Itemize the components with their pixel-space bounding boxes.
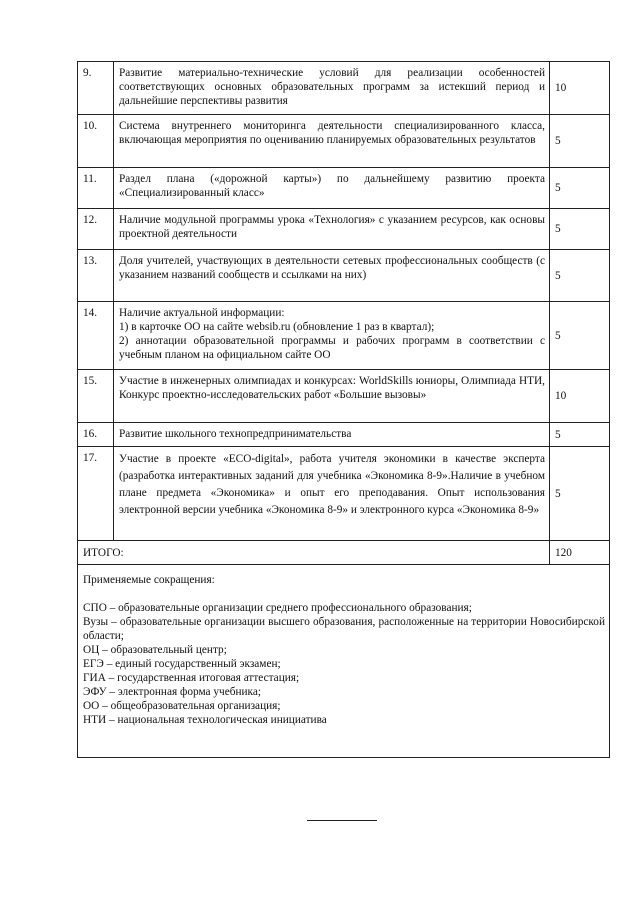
table-row [78, 115, 610, 168]
row-points: 5 [550, 302, 610, 370]
closing-divider [307, 820, 377, 821]
row-description: Развитие материально-технические условий для реализации особенностей соответствующих основных образовательных программ за истекший период и дальнейшие перспективы развития [114, 62, 550, 115]
abbreviation-item: ОО – общеобразовательная организация; [83, 700, 281, 712]
abbreviation-item: НТИ – национальная технологическая инициатива [83, 714, 327, 726]
row-points: 5 [550, 423, 610, 447]
row-number: 14. [78, 302, 114, 370]
abbreviation-item: ОЦ – образовательный центр; [83, 644, 227, 656]
row-points: 5 [550, 168, 610, 209]
row-description: Раздел плана («дорожной карты») по дальнейшему развитию проекта «Специализированный класс» [114, 168, 550, 209]
row-points: 5 [550, 447, 610, 541]
row-number: 12. [78, 209, 114, 250]
table-row [78, 447, 610, 541]
table-row [78, 423, 610, 447]
row-number: 13. [78, 250, 114, 302]
abbreviations-title: Применяемые сокращения: [83, 574, 215, 586]
abbreviations-row [78, 565, 610, 758]
row-description: Наличие модульной программы урока «Технология» с указанием ресурсов, как основы проектной деятельности [114, 209, 550, 250]
row-points: 5 [550, 250, 610, 302]
abbreviation-item: ГИА – государственная итоговая аттестация; [83, 672, 300, 684]
row-description: Участие в инженерных олимпиадах и конкурсах: WorldSkills юниоры, Олимпиада НТИ, Конкурс проектно-исследовательских работ «Большие вызовы» [114, 370, 550, 423]
info-line: Наличие актуальной информации: [119, 307, 285, 319]
table-row [78, 370, 610, 423]
abbreviation-item: ЭФУ – электронная форма учебника; [83, 686, 262, 698]
row-points: 10 [550, 62, 610, 115]
row-number: 9. [78, 62, 114, 115]
row-description: Система внутреннего мониторинга деятельности специализированного класса, включающая мероприятия по оцениванию планируемых образовательных результатов [114, 115, 550, 168]
criteria-table [77, 61, 610, 758]
total-points: 120 [550, 541, 610, 565]
total-row [78, 541, 610, 565]
row-number: 17. [78, 447, 114, 541]
row-description [114, 302, 550, 370]
row-number: 16. [78, 423, 114, 447]
row-number: 11. [78, 168, 114, 209]
table-row [78, 302, 610, 370]
table-row [78, 250, 610, 302]
row-number: 15. [78, 370, 114, 423]
table-row [78, 168, 610, 209]
table-row [78, 209, 610, 250]
table-row [78, 62, 610, 115]
row-points: 5 [550, 209, 610, 250]
row-description: Доля учителей, участвующих в деятельности сетевых профессиональных сообществ (с указанием названий сообществ и ссылками на них) [114, 250, 550, 302]
abbreviation-item: СПО – образовательные организации среднего профессионального образования; [83, 602, 472, 614]
row-number: 10. [78, 115, 114, 168]
abbreviation-item: Вузы – образовательные организации высшего образования, расположенные на территории Новосибирской области; [83, 616, 605, 642]
info-line: 2) аннотации образовательной программы и рабочих программ в соответствии с учебным планом на официальном сайте ОО [119, 335, 545, 361]
abbreviation-item: ЕГЭ – единый государственный экзамен; [83, 658, 281, 670]
row-description: Участие в проекте «ECO-digital», работа учителя экономики в качестве эксперта (разработка интерактивных заданий для учебника «Экономика 8-9».Наличие в учебном плане предмета «Экономика» и опыт его преподавания. Опыт использования электронной версии учебника «Экономика 8-9» и электронного курса «Экономика 8-9» [114, 447, 550, 541]
row-points: 10 [550, 370, 610, 423]
total-label: ИТОГО: [78, 541, 550, 565]
row-points: 5 [550, 115, 610, 168]
abbreviations-block [78, 565, 610, 758]
row-description: Развитие школьного технопредпринимательства [114, 423, 550, 447]
info-line: 1) в карточке ОО на сайте websib.ru (обновление 1 раз в квартал); [119, 321, 435, 333]
